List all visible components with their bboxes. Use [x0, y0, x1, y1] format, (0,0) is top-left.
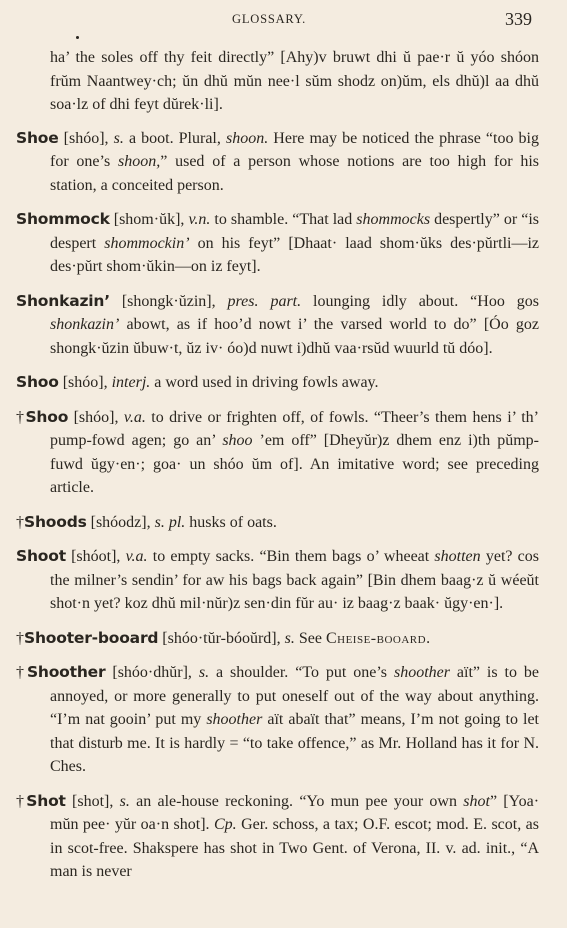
dagger-mark: †: [16, 408, 26, 426]
entry-shoo-verb: [16, 406, 539, 500]
entry-example-word: Cp.: [214, 816, 237, 833]
entry-shoods: [16, 511, 539, 535]
entry-shoot: [16, 545, 539, 616]
entry-definition-cont: ’em off” [Dheyŭr)z dhem enz i)th pŭmp-fuwd ŭgy·en·; goa· un shóo ŭm of]. An imitative word; see preceding article.: [50, 432, 540, 496]
entry-headword: Shoo: [16, 373, 59, 391]
entry-headword: Shoot: [16, 547, 66, 565]
entry-pronunciation: [shóo],: [58, 374, 112, 391]
dagger-mark: †: [16, 664, 27, 681]
entry-definition-cont: Here may be noticed the phrase “too big for one’s: [50, 129, 540, 170]
entry-definition-end: on his feyt” [Dhaat· laad shom·ŭks des·pŭrtli—iz des·pŭrt shom·ŭkin—on iz feyt].: [50, 234, 540, 275]
entry-shoo-interj: [16, 371, 539, 395]
entry-definition-cont: yet? cos the milner’s sendin’ for aw his bags back again” [Bin dhem baag·z ŭ wéeŭt shot·n yet? koz dhŭ mil·nŭr)z sen·din fŭr au· iz baag·z baak· ŭgy·en·].: [50, 548, 540, 612]
entry-example-word: shoother: [206, 711, 263, 728]
entry-definition: See: [294, 629, 326, 647]
entry-shommock: [16, 208, 539, 279]
entry-example-word: shoon,: [117, 153, 161, 170]
entry-part-of-speech: s. pl.: [154, 513, 186, 531]
glossary-body: [16, 46, 539, 895]
page-number: 339: [505, 9, 532, 29]
entry-definition-end: aït abaït that” means, I’m not going to let that disturb me. It is hardly = “to take offence,” as Mr. Holland has it for N. Ches.: [50, 711, 539, 775]
running-head: [0, 8, 567, 30]
entry-example-word: shommockin’: [104, 234, 190, 252]
entry-definition: lounging idly about. “Hoo gos: [301, 292, 539, 310]
entry-pronunciation: [shongk·ŭzin],: [109, 292, 228, 310]
entry-shooter-booard: [16, 627, 539, 651]
entry-headword: Shommock: [16, 210, 110, 228]
entry-definition: to drive or frighten off, of fowls. “Theer’s them hens i’ th’ pump-fowd agen; go an’: [50, 408, 540, 449]
entry-definition: a shoulder. “To put one’s: [209, 664, 394, 681]
entry-example-word: shoon.: [225, 129, 269, 147]
entry-headword: Shoe: [16, 128, 59, 147]
entry-part-of-speech: s.: [113, 129, 124, 147]
entry-pronunciation: [shóo],: [58, 129, 114, 147]
entry-definition: a boot. Plural,: [123, 129, 226, 147]
entry-pronunciation: [shóo·tŭr-bóoŭrd],: [158, 629, 285, 647]
entry-part-of-speech: s.: [198, 664, 210, 681]
continuation-paragraph: ha’ the soles off thy feit directly” [Ahy)v bruwt dhi ŭ pae·r ŭ yóo shóon frŭm Naantwey·ch; ŭn dhŭ mŭn nee·l sŭm shodz on)ŭm, els dhŭ)l aa dhŭ soa·lz of dhi feyt dŭrek·li].: [50, 49, 539, 113]
entry-headword: Shoother: [26, 663, 106, 681]
entry-shoother: [16, 661, 539, 779]
entry-headword: Shot: [26, 791, 66, 810]
entry-shot: [16, 790, 539, 884]
entry-definition: husks of oats.: [185, 513, 277, 531]
entry-definition-cont: despertly” or “is despert: [50, 211, 540, 252]
entry-example-word: shoother: [393, 664, 450, 681]
running-head-title: GLOSSARY.: [232, 12, 307, 26]
entry-shoe: [16, 127, 539, 198]
entry-definition-cont: abowt, as if hoo’d nowt i’ the varsed world to do” [Óo goz shongk·ŭzin ŭbuw·t, ŭz iv· óo)d nuwt i)dhŭ vaa·rsŭd wuurld tŭ dóo].: [50, 316, 539, 357]
entry-pronunciation: [shóo],: [68, 408, 124, 426]
entry-shonkazin: [16, 290, 539, 361]
dagger-mark: †: [16, 513, 24, 531]
entry-pronunciation: [shóot],: [65, 548, 126, 565]
entry-example-word: shoo: [222, 432, 253, 449]
entry-part-of-speech: v.a.: [125, 548, 148, 565]
entry-headword: Shoods: [24, 512, 87, 531]
cross-reference: Cheise-booard.: [325, 629, 431, 647]
entry-example-word: shotten: [434, 548, 481, 565]
entry-example-word: shonkazin’: [50, 316, 120, 333]
entry-example-word: shommocks: [356, 211, 431, 228]
entry-definition-end: Ger. schoss, a tax; O.F. escot; mod. E. scot, as in scot-free. Shakspere has shot in Two Gent. of Verona, II. v. ad. init., “A man is never: [50, 816, 539, 880]
entry-pronunciation: [shot],: [65, 792, 120, 810]
entry-definition: to empty sacks. “Bin them bags o’ wheeat: [147, 548, 435, 565]
entry-headword: Shoo: [25, 407, 69, 426]
entry-definition: a word used in driving fowls away.: [150, 374, 379, 391]
entry-part-of-speech: v.n.: [188, 211, 211, 228]
entry-definition-cont: aït” is to be annoyed, or more generally to put oneself out of the way about anything. “I’m nat gooin’ put my: [50, 664, 540, 728]
dagger-mark: †: [16, 629, 24, 647]
entry-pronunciation: [shom·ŭk],: [109, 211, 189, 228]
printer-mark: [76, 36, 79, 39]
entry-part-of-speech: interj.: [111, 374, 151, 391]
entry-definition: an ale-house reckoning. “Yo mun pee your own: [129, 792, 464, 810]
entry-part-of-speech: s.: [119, 792, 130, 810]
entry-part-of-speech: v.a.: [123, 408, 146, 426]
dagger-mark: †: [16, 792, 27, 810]
entry-part-of-speech: s.: [284, 629, 295, 647]
entry-headword: Shonkazin’: [16, 291, 110, 310]
entry-pronunciation: [shóodz],: [86, 513, 155, 531]
entry-pronunciation: [shóo·dhŭr],: [105, 664, 199, 681]
entry-definition: to shamble. “That lad: [210, 211, 357, 228]
entry-headword: Shooter-booard: [24, 628, 159, 647]
entry-definition-end: ” used of a person whose notions are too high for his station, a conceited person.: [50, 153, 539, 194]
entry-part-of-speech: pres. part.: [227, 292, 302, 310]
entry-example-word: shot: [463, 792, 490, 810]
entry-definition-cont: ” [Yoa· mŭn pee· yŭr oa·n shot].: [50, 792, 540, 833]
